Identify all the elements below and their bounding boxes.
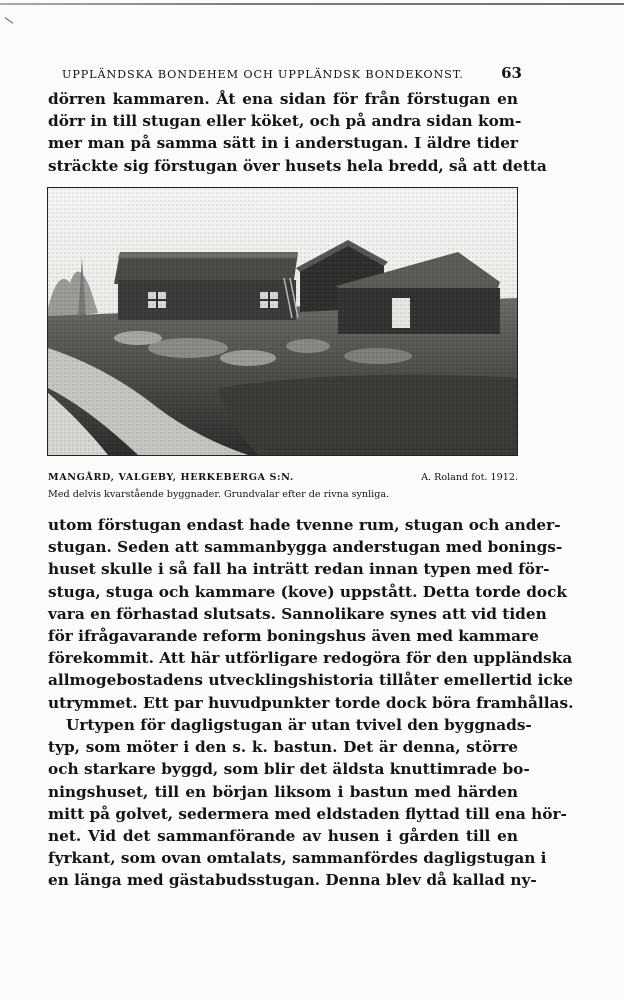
text-line: allmogebostadens utvecklingshistoria tillåter emellertid icke: [48, 671, 574, 690]
text-line: utom förstugan endast hade tvenne rum, stugan och ander-: [48, 516, 561, 534]
farmstead-photograph: [47, 187, 518, 456]
text-line: mitt på golvet, sedermera med eldstaden flyttad till ena hör-: [48, 804, 567, 823]
caption-place: MANGÅRD, VALGEBY, HERKEBERGA S:N.: [48, 472, 294, 483]
text-line: net. Vid det sammanförande av husen i gården till en: [48, 827, 518, 846]
paragraph-middle: [48, 514, 574, 714]
text-line: huset skulle i så fall ha inträtt redan innan typen med för-: [48, 560, 550, 579]
text-line: Urtypen för dagligstugan är utan tvivel den byggnads-: [66, 716, 532, 734]
text-line: förekommit. Att här utförligare redogöra för den uppländska: [48, 649, 573, 668]
text-line: stugan. Seden att sammanbygga anderstugan med bonings-: [48, 538, 563, 557]
text-line: typ, som möter i den s. k. bastun. Det är denna, större: [48, 738, 518, 757]
paragraph-bottom: [48, 714, 567, 892]
text-line: dörr in till stugan eller köket, och på andra sidan kom-: [48, 112, 522, 131]
scan-mark: [5, 17, 14, 24]
text-line: vara en förhastad slutsats. Sannolikare synes att vid tiden: [48, 604, 547, 623]
caption-credit: A. Roland fot. 1912.: [421, 472, 518, 483]
page-number: 63: [501, 64, 522, 82]
text-line: sträckte sig förstugan över husets hela bredd, så att detta: [48, 156, 547, 175]
text-line: en länga med gästabudsstugan. Denna blev då kallad ny-: [48, 871, 537, 890]
text-line: stuga, stuga och kammare (kove) uppstått. Detta torde dock: [48, 582, 568, 601]
text-line: utrymmet. Ett par huvudpunkter torde dock böra framhållas.: [48, 693, 574, 712]
text-line: ningshuset, till en början liksom i bastun med härden: [48, 782, 518, 801]
text-line: och starkare byggd, som blir det äldsta knuttimrade bo-: [48, 760, 530, 779]
text-line: mer man på samma sätt in i anderstugan. I äldre tider: [48, 134, 518, 153]
text-line: fyrkant, som ovan omtalats, sammanfördes dagligstugan i: [48, 849, 547, 868]
text-line: dörren kammaren. Åt ena sidan för från förstugan en: [48, 90, 518, 108]
page-top-edge: [0, 3, 624, 5]
figure-caption-description: Med delvis kvarstående byggnader. Grundvalar efter de rivna synliga.: [48, 489, 390, 500]
figure-caption-line: [48, 472, 518, 483]
text-line: för ifrågavarande reform boningshus även med kammare: [48, 627, 539, 646]
page-header: [62, 64, 522, 82]
running-title: UPPLÄNDSKA BONDEHEM OCH UPPLÄNDSK BONDEKONST.: [62, 68, 464, 81]
paragraph-top: [48, 88, 547, 177]
